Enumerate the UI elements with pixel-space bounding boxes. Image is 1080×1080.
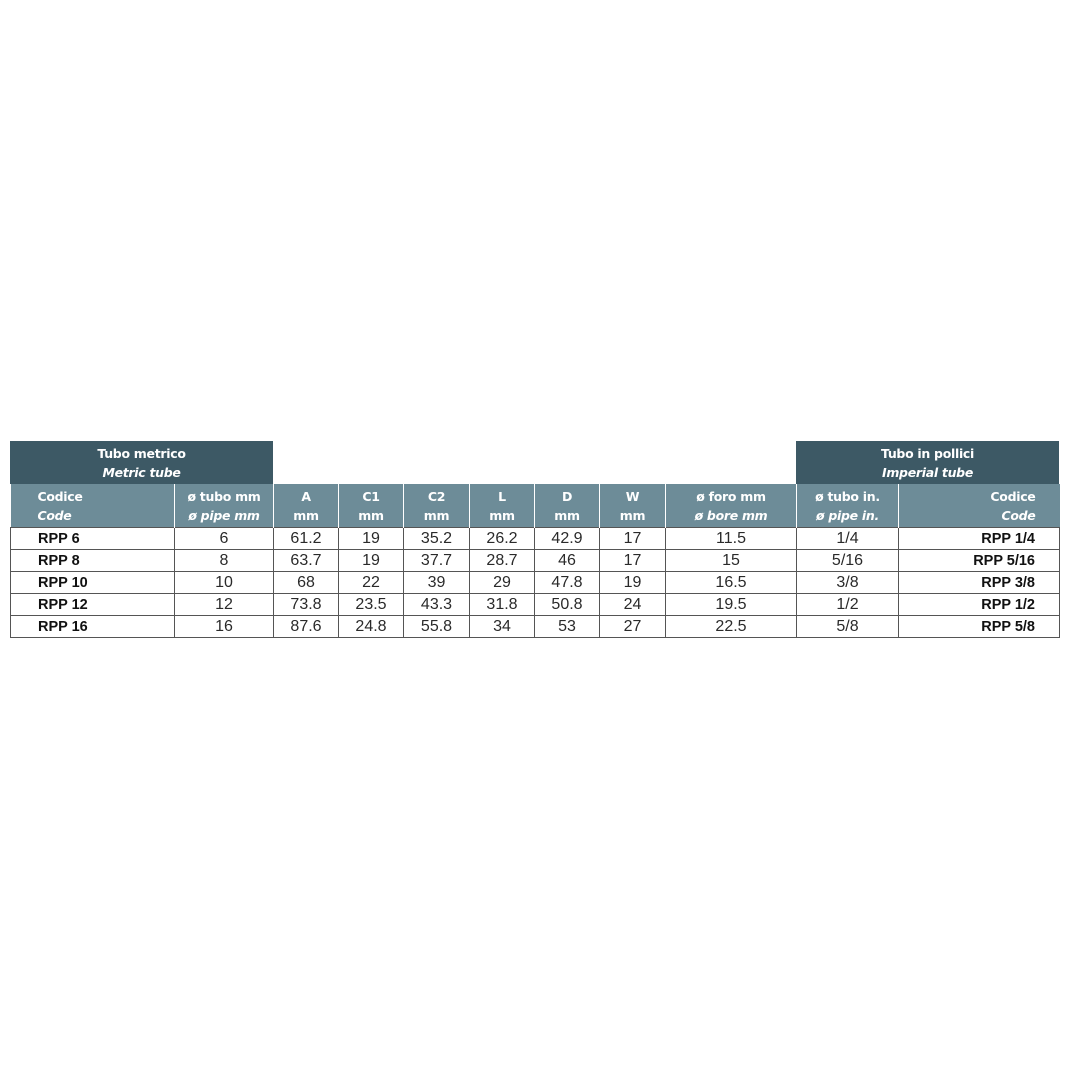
cell-code-metric: RPP 8 [11,550,175,572]
cell-c1: 22 [339,572,404,594]
dimensions-table [10,484,1060,638]
cell-d: 50.8 [535,594,600,616]
col-header-bore-mm: ø foro mm ø bore mm [666,484,797,528]
cell-code-imperial: RPP 5/16 [899,550,1060,572]
spec-table-block [10,441,1059,638]
group-imperial-line1: Tubo in pollici [880,446,975,461]
cell-bore-mm: 19.5 [666,594,797,616]
cell-code-imperial: RPP 3/8 [899,572,1060,594]
cell-c2: 39 [404,572,470,594]
cell-code-metric: RPP 6 [11,528,175,550]
cell-code-metric: RPP 10 [11,572,175,594]
cell-pipe-in: 1/4 [797,528,899,550]
table-row [11,528,1060,550]
cell-pipe-mm: 16 [175,616,274,638]
cell-pipe-mm: 6 [175,528,274,550]
cell-code-metric: RPP 12 [11,594,175,616]
col-header-pipe-in: ø tubo in. ø pipe in. [797,484,899,528]
cell-c2: 55.8 [404,616,470,638]
table-row [11,594,1060,616]
cell-pipe-in: 5/16 [797,550,899,572]
cell-c2: 43.3 [404,594,470,616]
cell-code-imperial: RPP 1/4 [899,528,1060,550]
cell-d: 47.8 [535,572,600,594]
cell-w: 19 [600,572,666,594]
group-imperial-tube [796,441,1059,484]
cell-pipe-in: 3/8 [797,572,899,594]
cell-a: 61.2 [274,528,339,550]
group-metric-line2: Metric tube [102,465,181,480]
group-metric-tube [10,441,273,484]
cell-c1: 23.5 [339,594,404,616]
table-row [11,550,1060,572]
cell-l: 34 [470,616,535,638]
col-header-a: A mm [274,484,339,528]
cell-l: 31.8 [470,594,535,616]
cell-d: 53 [535,616,600,638]
cell-w: 17 [600,550,666,572]
cell-pipe-mm: 12 [175,594,274,616]
group-header-row [10,441,1059,484]
cell-l: 28.7 [470,550,535,572]
cell-bore-mm: 11.5 [666,528,797,550]
cell-bore-mm: 15 [666,550,797,572]
cell-pipe-mm: 10 [175,572,274,594]
cell-l: 29 [470,572,535,594]
cell-c2: 35.2 [404,528,470,550]
table-row [11,572,1060,594]
col-header-c2: C2 mm [404,484,470,528]
table-body [11,528,1060,638]
cell-w: 24 [600,594,666,616]
cell-c1: 19 [339,550,404,572]
col-header-c1: C1 mm [339,484,404,528]
col-header-code-imperial: Codice Code [899,484,1060,528]
cell-pipe-mm: 8 [175,550,274,572]
cell-d: 42.9 [535,528,600,550]
col-header-pipe-mm: ø tubo mm ø pipe mm [175,484,274,528]
cell-a: 87.6 [274,616,339,638]
cell-c1: 24.8 [339,616,404,638]
table-row [11,616,1060,638]
cell-code-imperial: RPP 5/8 [899,616,1060,638]
cell-d: 46 [535,550,600,572]
col-header-l: L mm [470,484,535,528]
cell-w: 17 [600,528,666,550]
cell-code-imperial: RPP 1/2 [899,594,1060,616]
cell-pipe-in: 5/8 [797,616,899,638]
cell-bore-mm: 16.5 [666,572,797,594]
group-imperial-line2: Imperial tube [881,465,974,480]
column-header-row [11,484,1060,528]
cell-c1: 19 [339,528,404,550]
col-header-code-metric: Codice Code [11,484,175,528]
col-header-w: W mm [600,484,666,528]
cell-bore-mm: 22.5 [666,616,797,638]
cell-a: 63.7 [274,550,339,572]
group-metric-line1: Tubo metrico [97,446,186,461]
cell-pipe-in: 1/2 [797,594,899,616]
cell-l: 26.2 [470,528,535,550]
cell-w: 27 [600,616,666,638]
cell-a: 73.8 [274,594,339,616]
cell-a: 68 [274,572,339,594]
cell-code-metric: RPP 16 [11,616,175,638]
cell-c2: 37.7 [404,550,470,572]
col-header-d: D mm [535,484,600,528]
